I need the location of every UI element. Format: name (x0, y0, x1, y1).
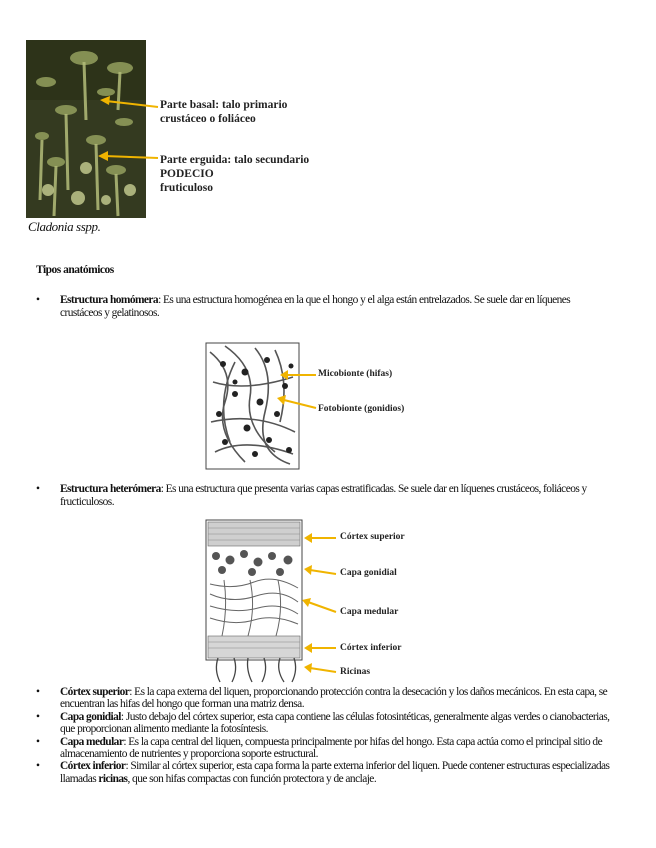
term-ricinas: ricinas (98, 772, 128, 785)
term-homomera: Estructura homómera (60, 294, 159, 306)
layers-list (36, 686, 616, 785)
homomera-paragraph (36, 294, 614, 319)
item-text: : Similar al córtex superior, esta capa forma la parte externa inferior del liquen. Puede contener estructuras especializadas llamadas (60, 760, 610, 785)
label-parte-erguida: Parte erguida: talo secundario PODECIO fruticuloso (160, 154, 310, 194)
label-capa-medular: Capa medular (340, 607, 399, 617)
heteromera-text: : Es una estructura que presenta varias capas estratificadas. Se suele dar en líquenes crustáceos, foliáceos y fructiculosos. (60, 483, 587, 508)
bullet: • (36, 294, 40, 306)
term-heteromera: Estructura heterómera (60, 483, 161, 495)
figure1-arrows (90, 95, 160, 165)
label-capa-gonidial: Capa gonidial (340, 568, 397, 578)
bullet: • (36, 686, 40, 698)
label-ricinas: Ricinas (340, 667, 371, 677)
item-text: : Justo debajo del córtex superior, esta capa contiene las células fotosintéticas, generalmente algas verdes o cianobacterias, que proporcionan alimento mediante la fotosíntesis. (60, 710, 610, 736)
label-micobionte: Micobionte (hifas) (318, 369, 393, 379)
list-item (36, 736, 616, 761)
list-item (36, 711, 616, 736)
bullet: • (36, 710, 40, 723)
figure2-arrows (272, 368, 318, 418)
term-cortex-inferior: Córtex inferior (60, 760, 126, 773)
label-cortex-inferior: Córtex inferior (340, 643, 402, 653)
homomera-text: : Es una estructura homogénea en la que el hongo y el alga están entrelazados. Se suele dar en líquenes crustáceos y gelatinosos. (60, 294, 571, 319)
label-parte-basal: Parte basal: talo primario crustáceo o foliáceo (160, 99, 288, 125)
list-item (36, 686, 616, 711)
item-text: : Es la capa externa del liquen, proporcionando protección contra la desecación y los daños mecánicos. En esta capa, se encuentran las hifas del hongo que forman una matriz densa. (60, 686, 608, 711)
term-capa-medular: Capa medular (60, 735, 124, 748)
item-text: : Es la capa central del liquen, compuesta principalmente por hifas del hongo. Esta capa actúa como el principal sitio de almacenamiento de nutrientes y proporciona soporte estructural. (60, 735, 603, 761)
label-fotobionte: Fotobionte (gonidios) (318, 404, 405, 414)
label-cortex-superior: Córtex superior (340, 532, 405, 542)
heteromera-diagram (204, 518, 304, 684)
term-cortex-superior: Córtex superior (60, 686, 130, 698)
bullet: • (36, 760, 40, 773)
bullet: • (36, 483, 40, 495)
item-text: , que son hifas compactas con función protectora y de anclaje. (127, 772, 377, 785)
term-capa-gonidial: Capa gonidial (60, 710, 121, 723)
list-item (36, 760, 616, 785)
heteromera-paragraph (36, 483, 614, 508)
section-title: Tipos anatómicos (36, 264, 114, 276)
bullet: • (36, 735, 40, 748)
figure-caption: Cladonia sspp. (28, 219, 101, 234)
figure3-arrows (298, 528, 338, 678)
